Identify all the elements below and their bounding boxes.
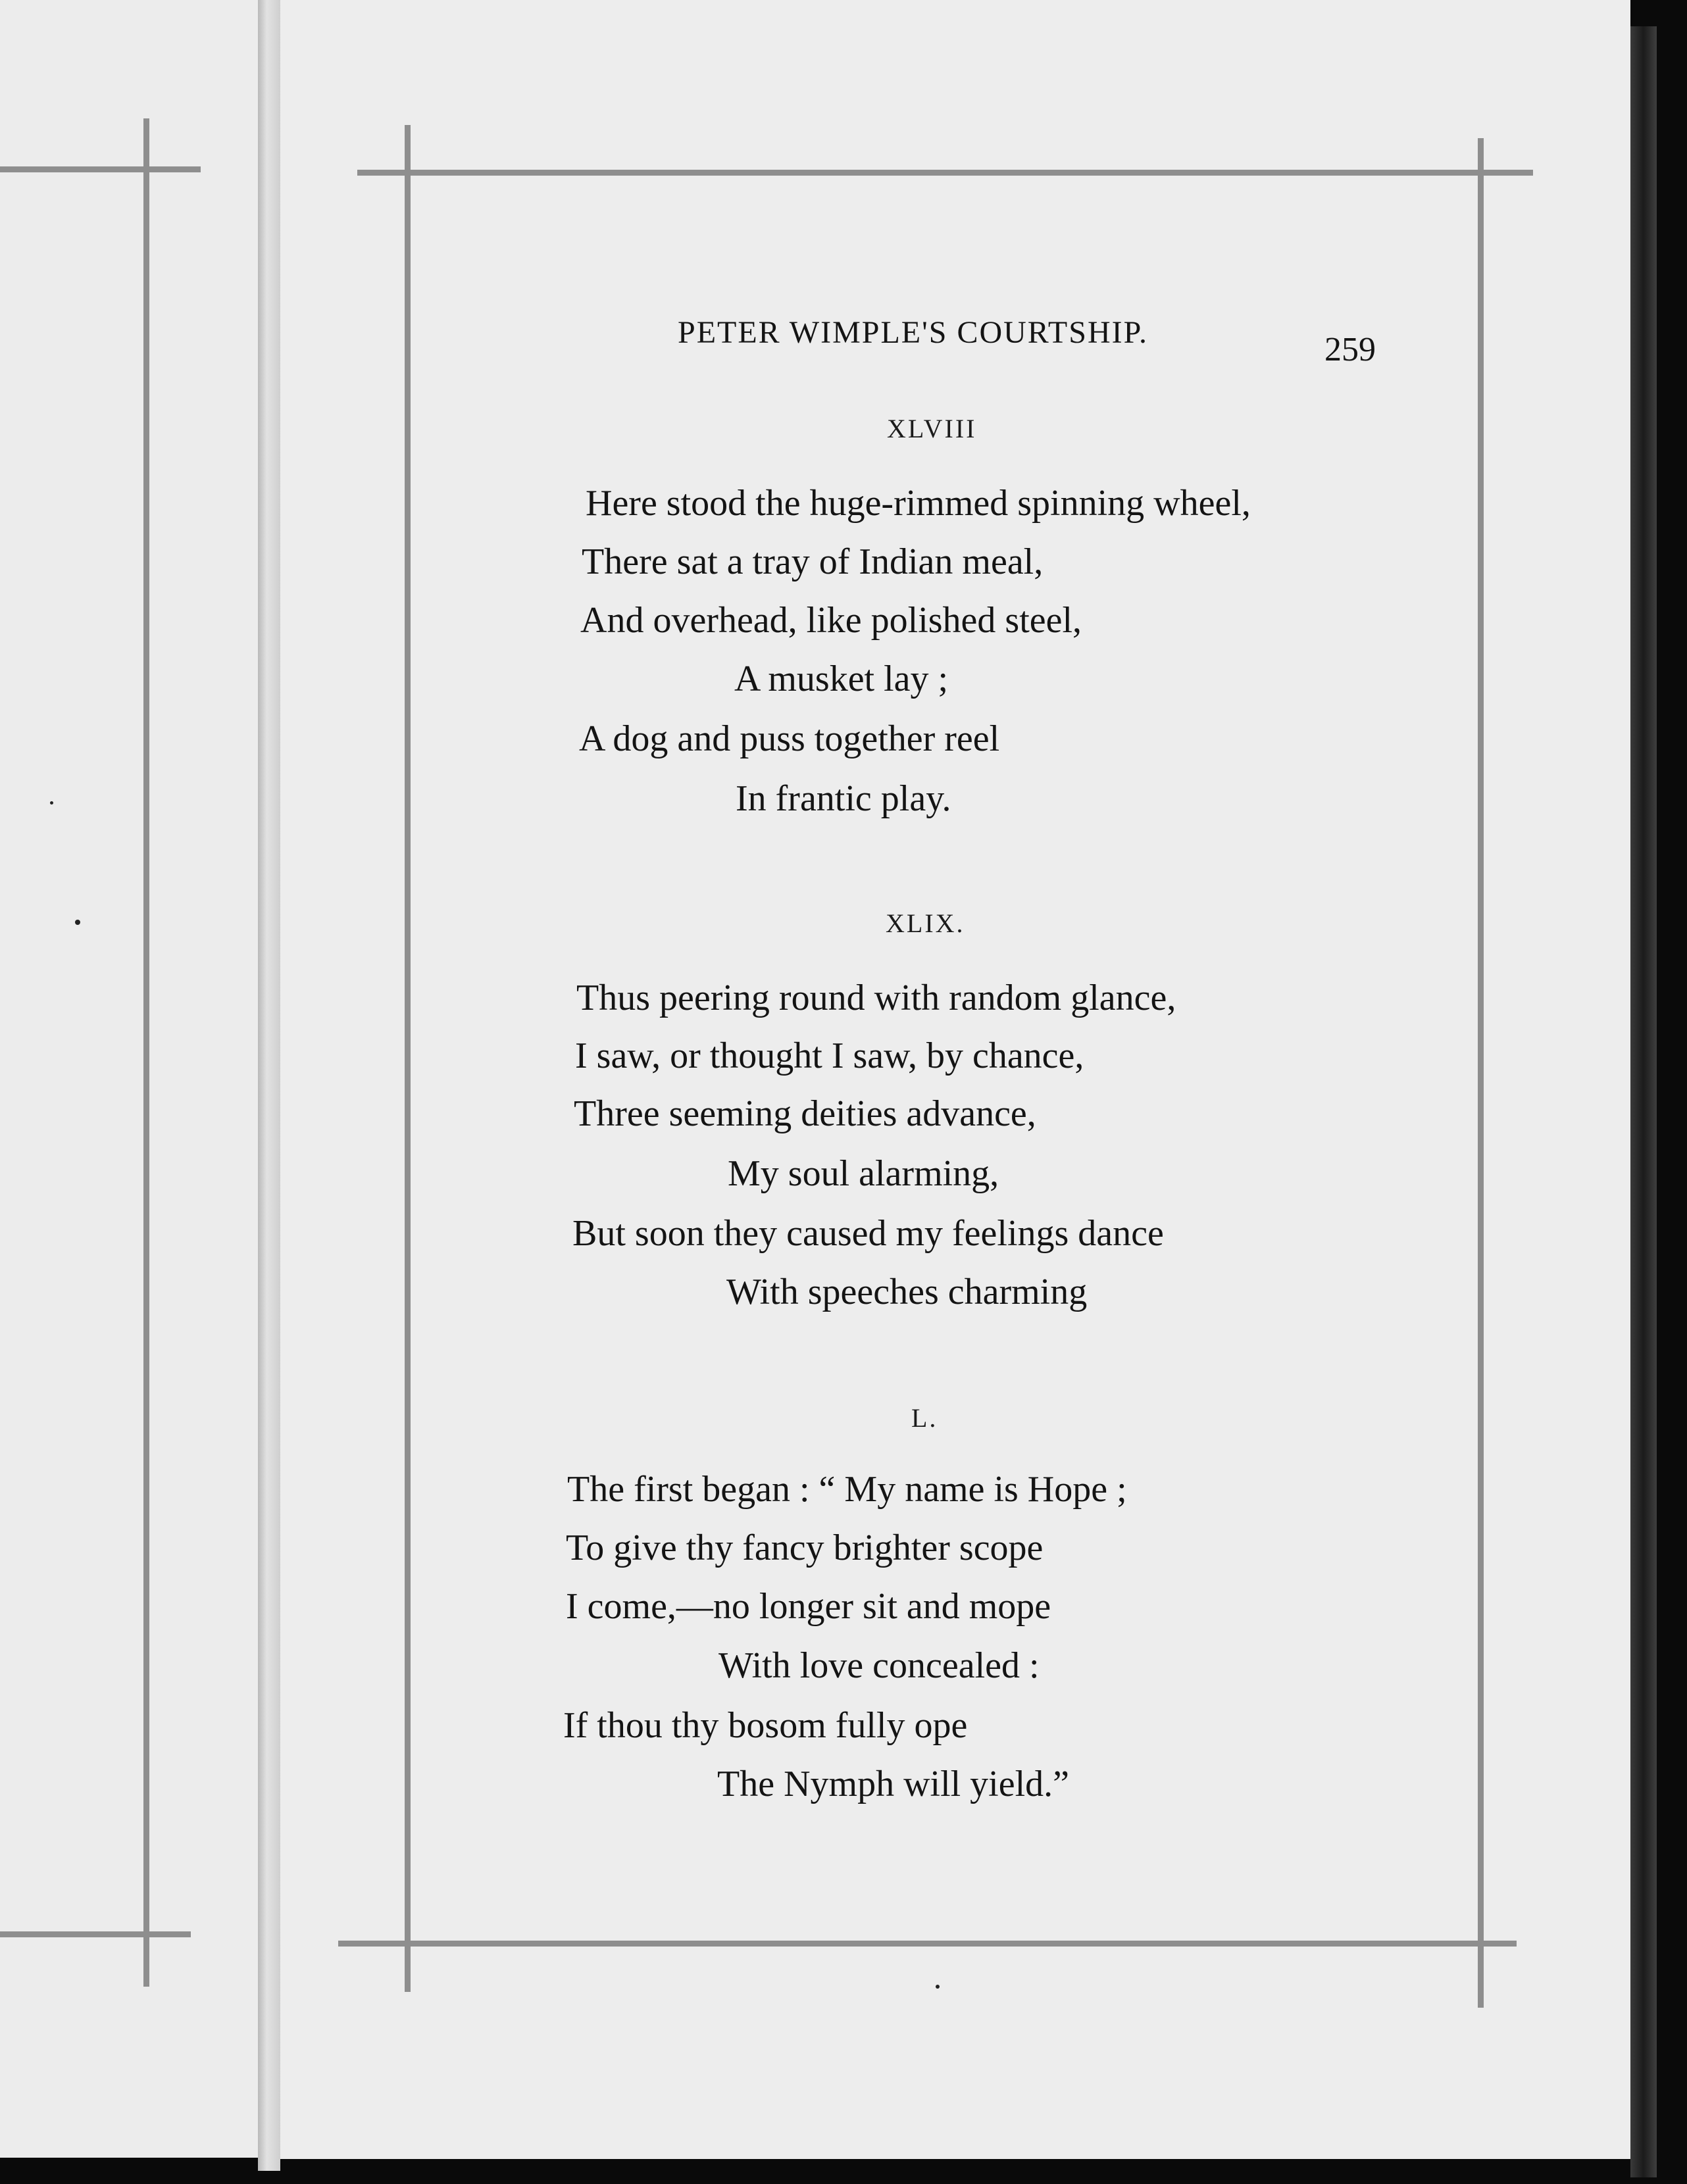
verse-line: There sat a tray of Indian meal,	[582, 541, 1044, 582]
left-frame-top-rule	[0, 166, 201, 172]
verse-line: I come,—no longer sit and mope	[566, 1586, 1051, 1627]
verse-line-indented: In frantic play.	[736, 778, 951, 819]
verse-line: I saw, or thought I saw, by chance,	[575, 1035, 1084, 1076]
left-frame-bottom-rule	[0, 1931, 191, 1937]
frame-bottom-rule	[338, 1941, 1517, 1947]
verse-line-indented: With speeches charming	[726, 1272, 1088, 1312]
verse-line: A dog and puss together reel	[579, 718, 1000, 759]
verse-line: Thus peering round with random glance,	[576, 978, 1176, 1018]
book-gutter	[258, 0, 280, 2171]
page-edge-strip	[1630, 26, 1657, 2177]
verse-line: And overhead, like polished steel,	[580, 600, 1082, 641]
verse-line: But soon they caused my feelings dance	[572, 1213, 1164, 1254]
frame-top-rule	[357, 170, 1533, 176]
verse-line-indented: The Nymph will yield.”	[717, 1764, 1070, 1804]
verse-line: If thou thy bosom fully ope	[563, 1705, 968, 1746]
verse-line-indented: A musket lay ;	[734, 658, 949, 699]
stanza-number: XLVIII	[887, 414, 977, 443]
verse-line: Here stood the huge-rimmed spinning wheel,	[586, 483, 1251, 524]
page-number: 259	[1324, 331, 1376, 368]
stanza-number: L.	[911, 1403, 938, 1433]
frame-right-rule	[1478, 138, 1484, 2008]
running-head: PETER WIMPLE'S COURTSHIP.	[678, 315, 1148, 350]
verse-line-indented: With love concealed :	[718, 1645, 1040, 1686]
frame-left-rule	[405, 125, 411, 1992]
page-speck	[75, 920, 80, 925]
verse-line: The first began : “ My name is Hope ;	[567, 1469, 1127, 1510]
page-speck	[50, 801, 53, 805]
stanza-number: XLIX.	[886, 908, 965, 938]
page-speck	[936, 1985, 940, 1989]
verse-line: To give thy fancy brighter scope	[566, 1527, 1044, 1568]
verse-line-indented: My soul alarming,	[728, 1153, 999, 1194]
left-page	[0, 0, 258, 2158]
left-frame-right-rule	[143, 118, 149, 1987]
verse-line: Three seeming deities advance,	[574, 1093, 1036, 1134]
